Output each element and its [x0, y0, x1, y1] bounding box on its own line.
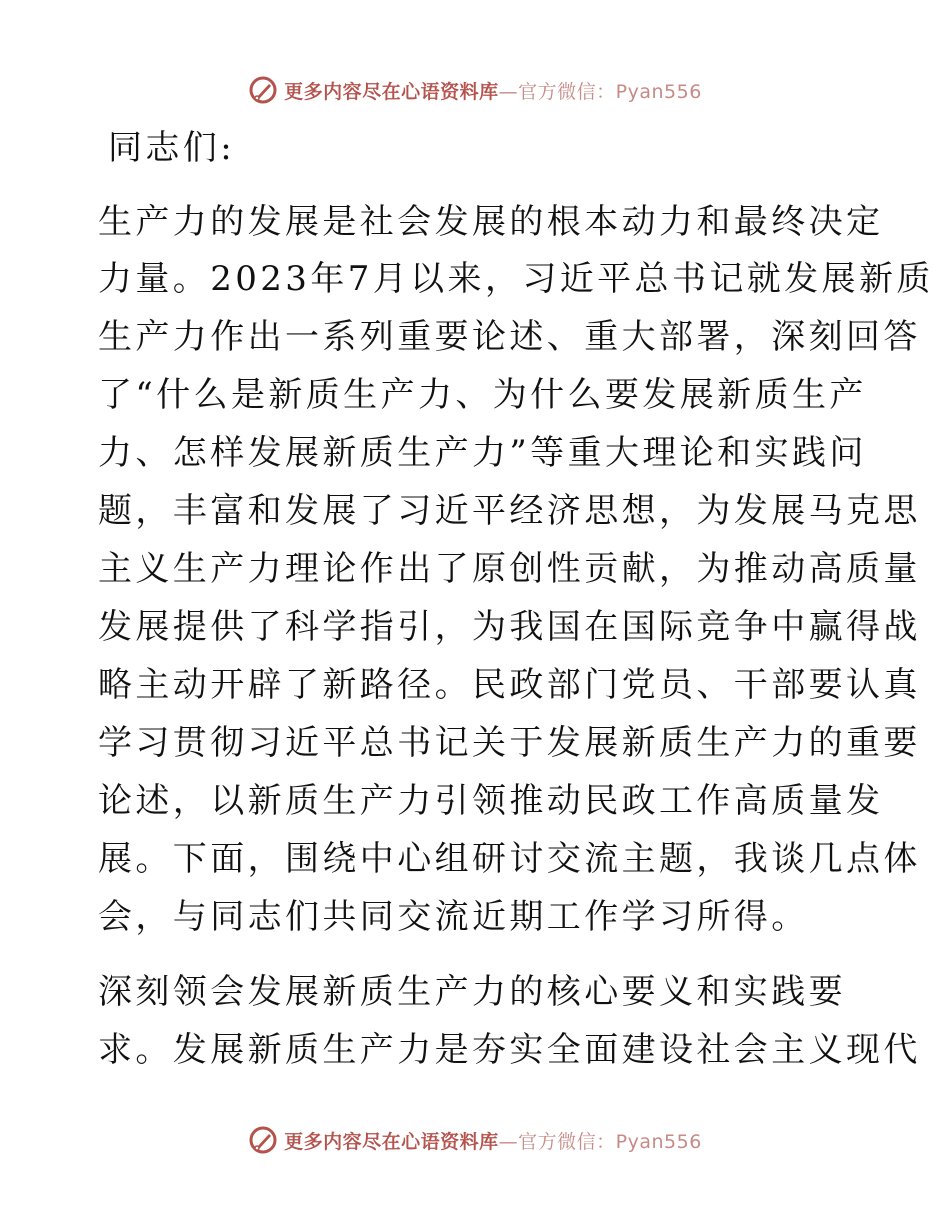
paragraph-line: 力、怎样发展新质生产力”等重大理论和实践问	[98, 433, 867, 473]
paragraph-line: 学习贯彻习近平总书记关于发展新质生产力的重要	[98, 723, 921, 763]
paragraph-line: 会，与同志们共同交流近期工作学习所得。	[98, 897, 809, 937]
watermark-dash: —	[498, 1130, 519, 1153]
watermark-footer	[0, 1120, 950, 1160]
paragraph-line: 论述，以新质生产力引领推动民政工作高质量发	[98, 781, 884, 821]
paragraph-line: 深刻领会发展新质生产力的核心要义和实践要	[98, 972, 846, 1012]
watermark-brand: 更多内容尽在心语资料库	[284, 80, 499, 103]
quill-pen-logo-icon	[248, 1125, 278, 1155]
paragraph-line: 生产力作出一系列重要论述、重大部署，深刻回答	[98, 317, 921, 357]
watermark-suffix: 官方微信：Pyan556	[518, 80, 702, 103]
paragraph-line: 题，丰富和发展了习近平经济思想，为发展马克思	[98, 491, 921, 531]
paragraph-line: 略主动开辟了新路径。民政部门党员、干部要认真	[98, 665, 921, 705]
paragraph-line: 主义生产力理论作出了原创性贡献，为推动高质量	[98, 549, 921, 589]
paragraph-line: 展。下面，围绕中心组研讨交流主题，我谈几点体	[98, 839, 921, 879]
paragraph-line: 力量。2023年7月以来，习近平总书记就发展新质	[98, 259, 934, 299]
paragraph-line: 求。发展新质生产力是夯实全面建设社会主义现代	[98, 1030, 921, 1070]
watermark-dash: —	[498, 80, 519, 103]
watermark-text	[284, 1127, 702, 1154]
salutation: 同志们:	[108, 128, 236, 168]
watermark-suffix: 官方微信：Pyan556	[518, 1130, 702, 1153]
watermark-brand: 更多内容尽在心语资料库	[284, 1130, 499, 1153]
paragraph-line: 了“什么是新质生产力、为什么要发展新质生产	[98, 375, 867, 415]
paragraph-line: 发展提供了科学指引，为我国在国际竞争中赢得战	[98, 607, 921, 647]
paragraph-line: 生产力的发展是社会发展的根本动力和最终决定	[98, 202, 884, 242]
